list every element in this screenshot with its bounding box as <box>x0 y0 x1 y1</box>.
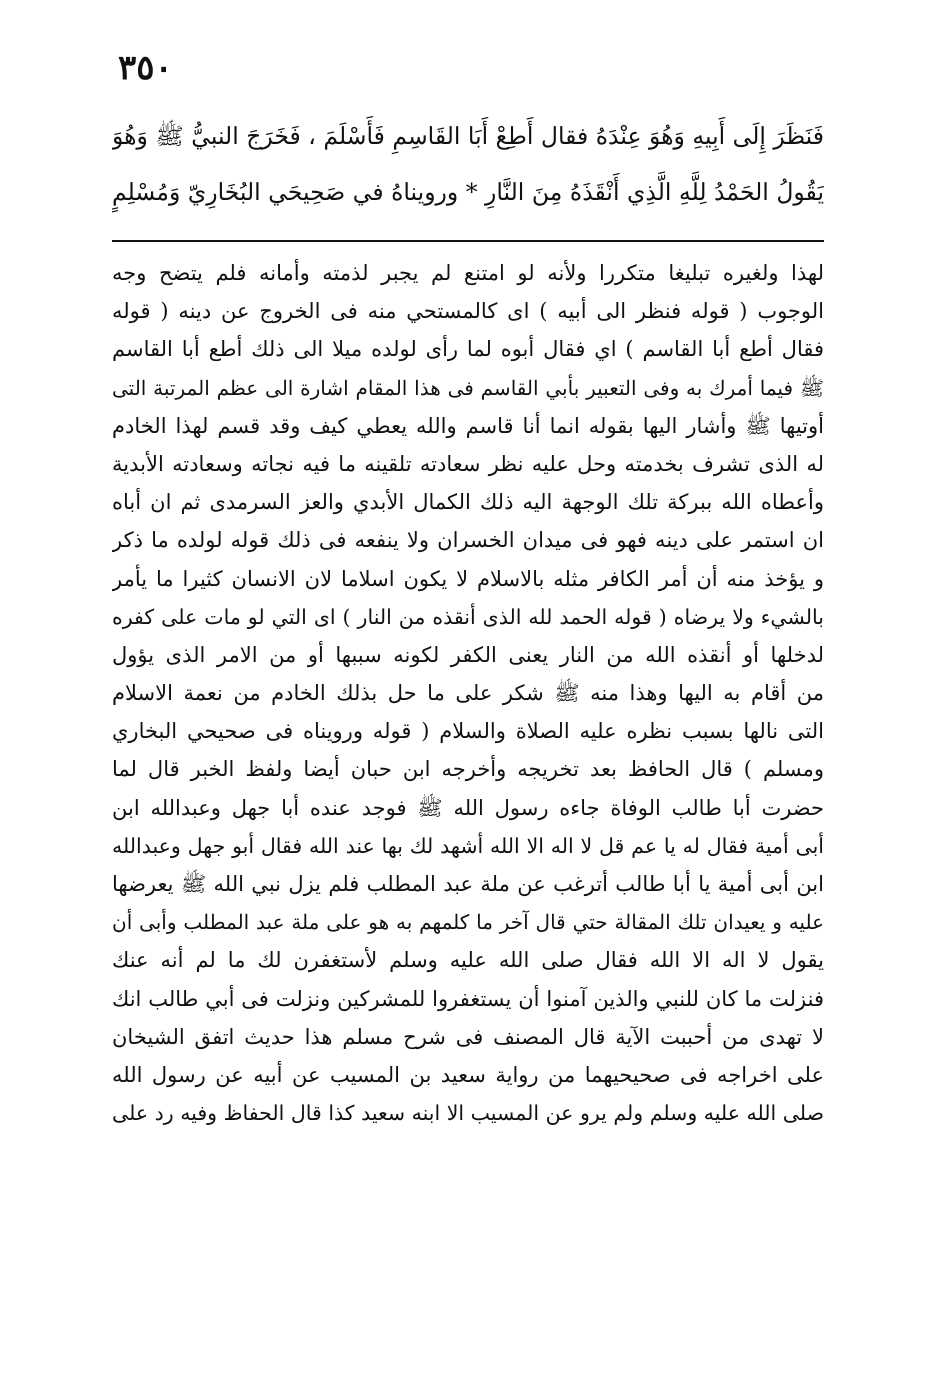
commentary-text <box>112 254 824 1132</box>
commentary-line: لدخلها أو أنقذه الله من النار يعنى الكفر لكونه سببها أو من الامر الذى يؤول <box>112 642 824 667</box>
commentary-line: ومسلم ) قال الحافظ بعد تخريجه وأخرجه ابن حبان أيضا ولفظ الخبر قال لما <box>112 757 824 782</box>
commentary-line: عليه و يعيدان تلك المقالة حتي قال آخر ما كلمهم به هو على ملة عبد المطلب وأبى أن <box>112 910 824 935</box>
main-text-line: يَقُولُ الحَمْدُ لِلَّهِ الَّذِي أَنْقَذَهُ مِنَ النَّارِ * ورويناهُ في صَحِيحَي البُخَارِيّ وَمُسْلِمٍ <box>112 178 824 206</box>
commentary-line: و يؤخذ منه أن أمر الكافر مثله بالاسلام لا يكون اسلاما لان الانسان كثيرا ما يأمر <box>112 566 824 591</box>
commentary-line: صلى الله عليه وسلم ولم يرو عن المسيب الا ابنه سعيد كذا قال الحفاظ وفيه رد على <box>112 1101 824 1126</box>
commentary-line: ابن أبى أمية يا أبا طالب أترغب عن ملة عبد المطلب فلم يزل نبي الله ﷺ يعرضها <box>112 872 824 896</box>
commentary-line: لهذا ولغيره تبليغا متكررا ولأنه لو امتنع لم يجبر لذمته وأمانه فلم يتضح وجه <box>112 261 824 285</box>
commentary-line: ان استمر على دينه فهو فى ميدان الخسران ولا ينفعه فى ذلك قوله لولده ما ذكر <box>112 528 824 553</box>
page-number: ٣٥٠ <box>118 48 173 88</box>
main-text <box>112 110 824 222</box>
commentary-line: الوجوب ( قوله فنظر الى أبيه ) اى كالمستحي منه فى الخروج عن دينه ( قوله <box>112 299 824 324</box>
commentary-line: فقال أطع أبا القاسم ) اي فقال أبوه لما رأى لولده ميلا الى ذلك أطع أبا القاسم <box>112 337 824 362</box>
commentary-line: التى نالها بسبب نظره عليه الصلاة والسلام ( قوله ورويناه فى صحيحي البخاري <box>112 719 824 744</box>
commentary-line: لا تهدى من أحببت الآية قال المصنف فى شرح مسلم هذا حديث اتفق الشيخان <box>112 1024 824 1049</box>
commentary-line: من أقام به اليها وهذا منه ﷺ شكر على ما حل بذلك الخادم من نعمة الاسلام <box>112 681 824 706</box>
commentary-line: أبى أمية فقال له يا عم قل لا اله الا الله أشهد لك بها عند الله فقال أبو جهل وعبدالله <box>112 833 824 858</box>
main-text-line: فَنَظَرَ إِلَى أَبِيهِ وَهُوَ عِنْدَهُ فقال أَطِعْ أَبَا القَاسِمِ فَأَسْلَمَ ، فَخَرَجَ النبيُّ ﷺ وَهُوَ <box>112 122 824 150</box>
commentary-line: على اخراجه فى صحيحيهما من رواية سعيد بن المسيب عن أبيه عن رسول الله <box>112 1062 824 1087</box>
commentary-line: ﷺ فيما أمرك به وفى التعبير بأبي القاسم فى هذا المقام اشارة الى عظم المرتبة التى <box>112 375 824 400</box>
commentary-line: فنزلت ما كان للنبي والذين آمنوا أن يستغفروا للمشركين ونزلت فى أبي طالب انك <box>112 986 824 1011</box>
commentary-line: بالشيء ولا يرضاه ( قوله الحمد لله الذى أنقذه من النار ) اى التي لو مات على كفره <box>112 604 824 629</box>
commentary-line: أوتيها ﷺ وأشار اليها بقوله انما أنا قاسم والله يعطي كيف وقد قسم لهذا الخادم <box>112 413 824 438</box>
commentary-line: له الذى تشرف بخدمته وحل عليه نظر سعادته تلقينه ما فيه نجاته وسعادته الأبدية <box>112 451 824 476</box>
commentary-line: يقول لا اله الا الله فقال صلى الله عليه وسلم لأستغفرن لك ما لم أنه عنك <box>112 948 824 973</box>
commentary-line: وأعطاه الله ببركة تلك الوجهة اليه ذلك الكمال الأبدي والعز السرمدى ثم ان أباه <box>112 490 824 515</box>
separator-rule <box>112 240 824 242</box>
commentary-line: حضرت أبا طالب الوفاة جاءه رسول الله ﷺ فوجد عنده أبا جهل وعبدالله ابن <box>112 795 824 820</box>
